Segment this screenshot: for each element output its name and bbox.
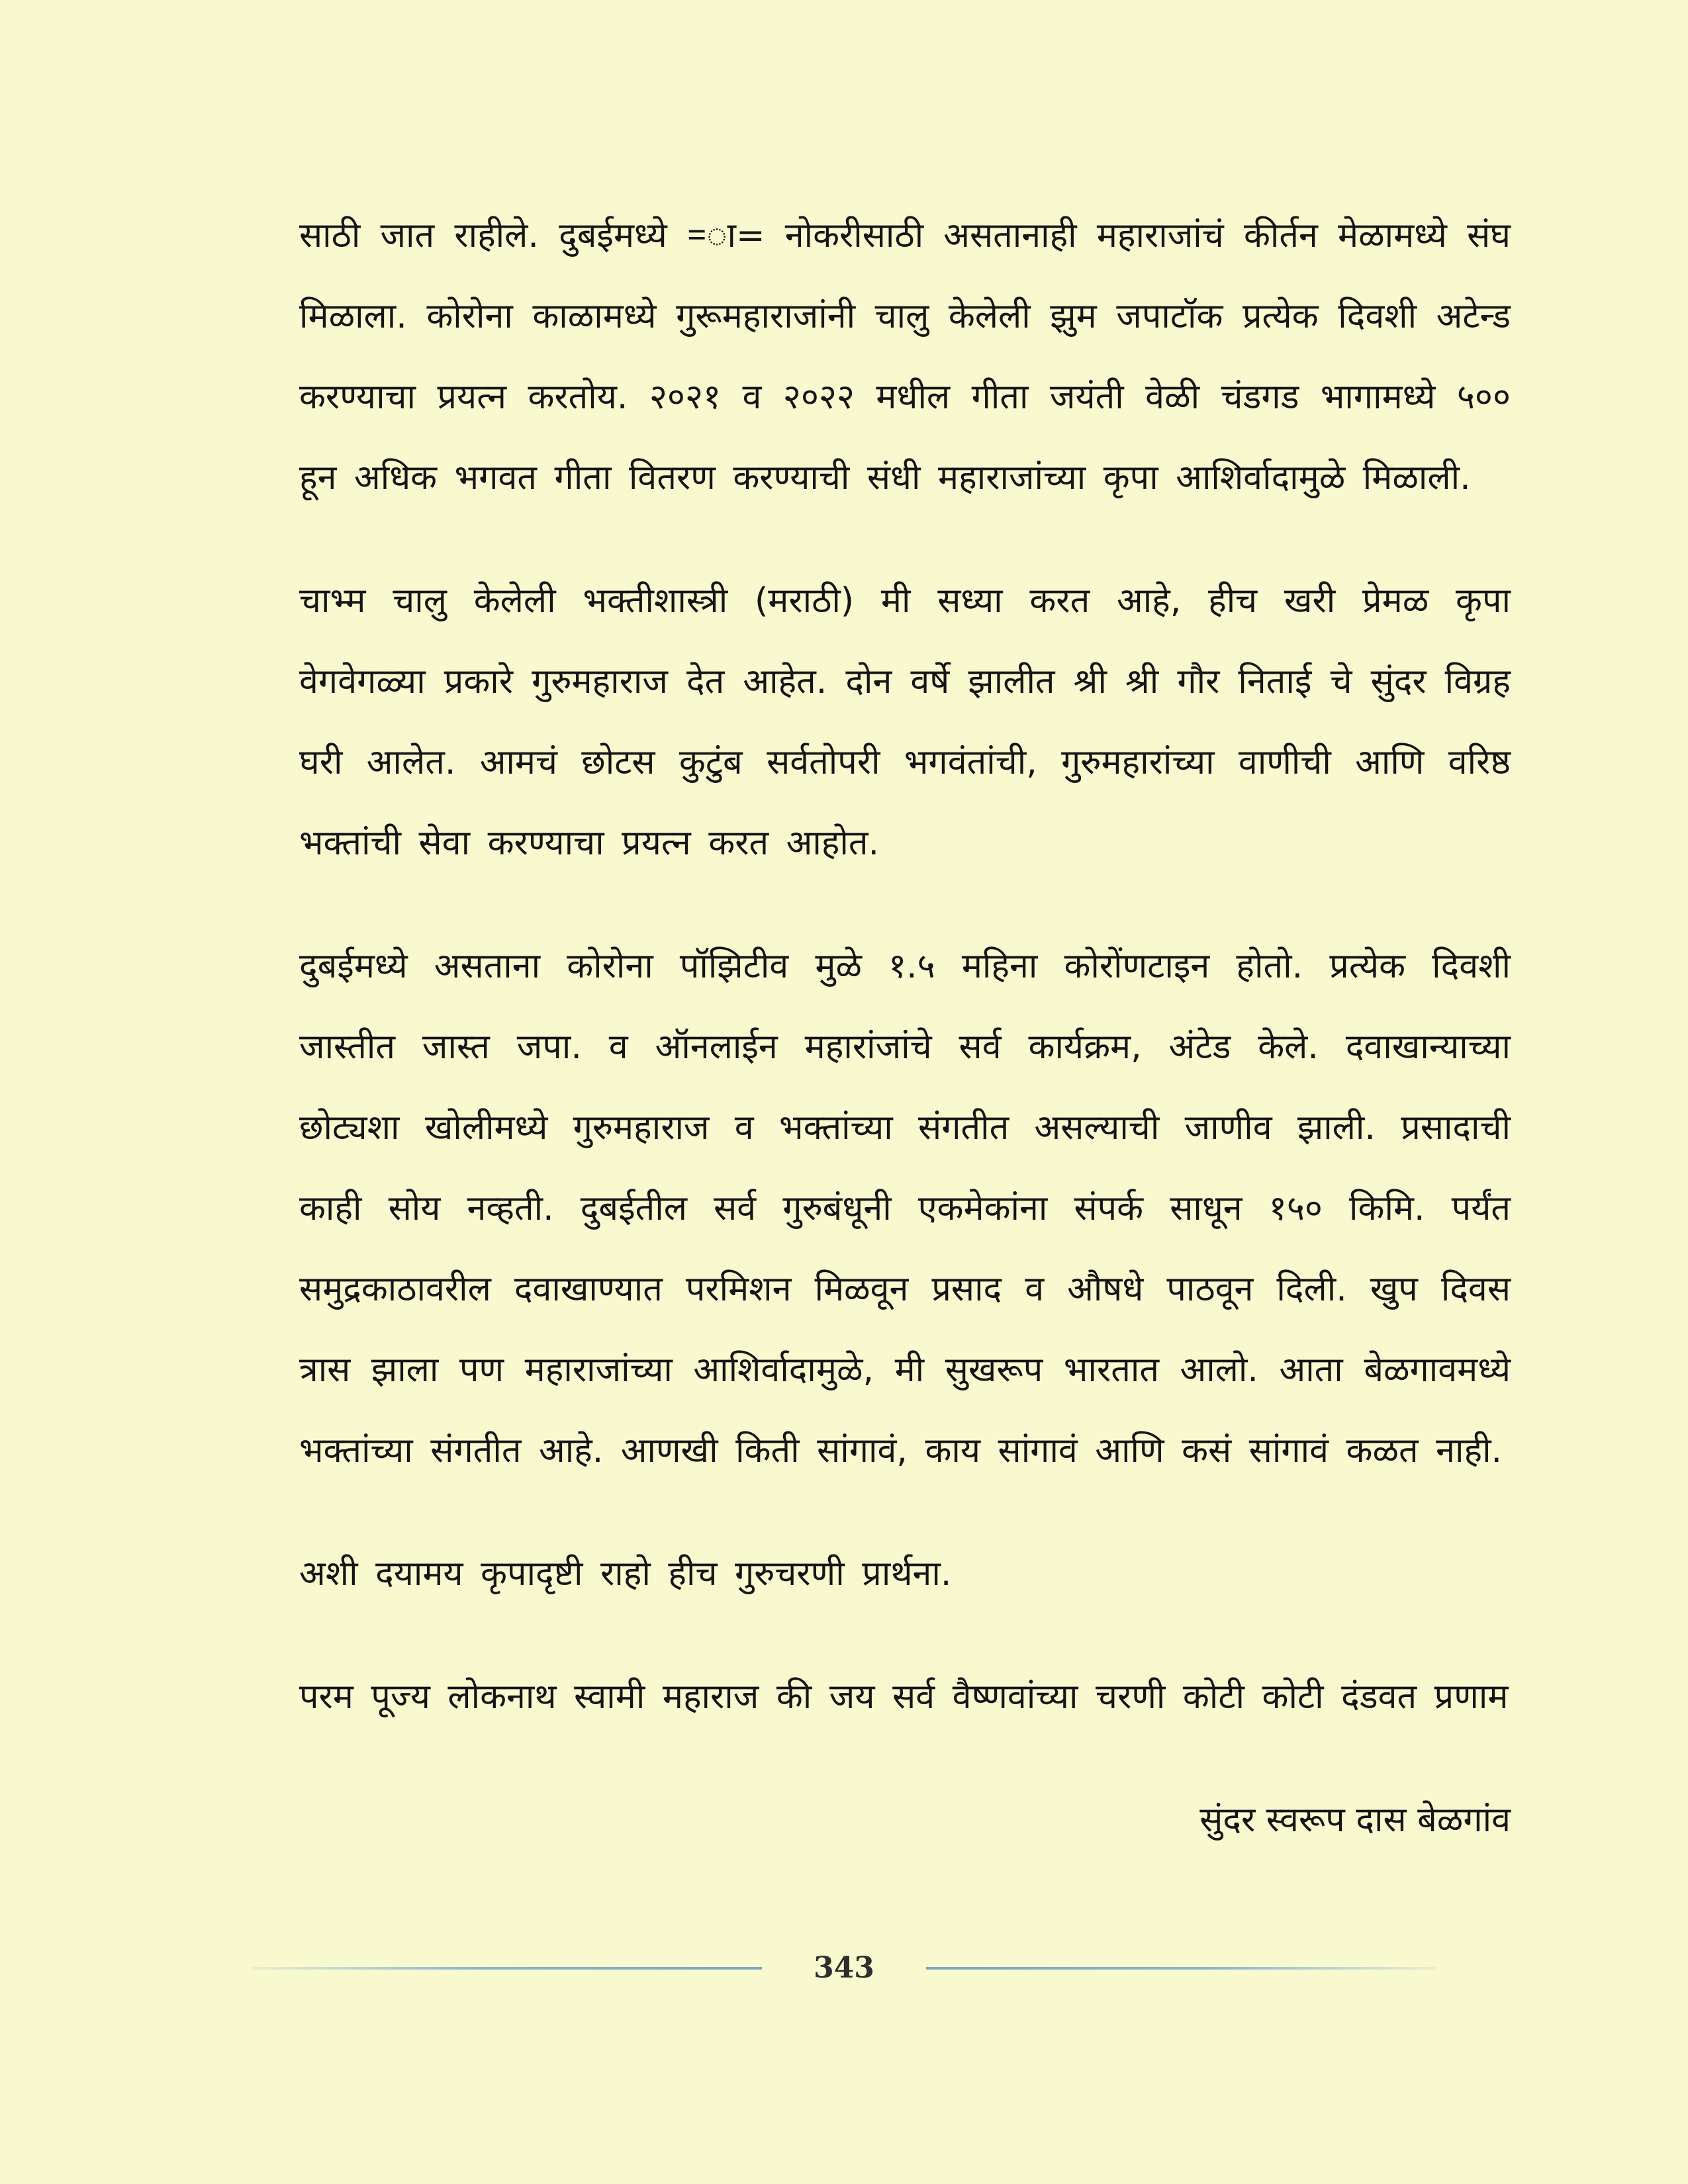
signature: सुंदर स्वरूप दास बेळगांव: [1199, 1800, 1511, 1840]
paragraph: चाभ्म चालु केलेली भक्तीशास्त्री (मराठी) मी सध्या करत आहे, हीच खरी प्रेमळ कृपा वेगवेगळ्या प्रकारे गुरुमहाराज देत आहेत. दोन वर्षे झालीत श्री श्री गौर निताई चे सुंदर विग्रह घरी आलेत. आमचं छोटस कुटुंब सर्वतोपरी भगवंतांची, गुरुमहारांच्या वाणीची आणि वरिष्ठ भक्तांची सेवा करण्याचा प्रयत्न करत आहोत.: [299, 581, 1511, 863]
paragraph: अशी दयामय कृपादृष्टी राहो हीच गुरुचरणी प्रार्थना.: [299, 1554, 952, 1594]
paragraph: दुबईमध्ये असताना कोरोना पॉझिटीव मुळे १.५ महिना कोरोंणटाइन होतो. प्रत्येक दिवशी जास्तीत जास्त जपा. व ऑनलाईन महारांजांचे सर्व कार्यक्रम, अंटेड केले. दवाखान्याच्या छोट्यशा खोलीमध्ये गुरुमहाराज व भक्तांच्या संगतीत असल्याची जाणीव झाली. प्रसादाची काही सोय नव्हती. दुबईतील सर्व गुरुबंधूनी एकमेकांना संपर्क साधून १५० किमि. पर्यंत समुद्रकाठावरील दवाखाण्यात परमिशन मिळवून प्रसाद व औषधे पाठवून दिली. खुप दिवस त्रास झाला पण महाराजांच्या आशिर्वादामुळे, मी सुखरूप भारतात आलो. आता बेळगावमध्ये भक्तांच्या संगतीत आहे. आणखी किती सांगावं, काय सांगावं आणि कसं सांगावं कळत नाही.: [299, 946, 1511, 1471]
page-number: 343: [814, 1951, 874, 1985]
paragraph: परम पूज्य लोकनाथ स्वामी महाराज की जय सर्व वैष्णवांच्या चरणी कोटी कोटी दंडवत प्रणाम: [299, 1677, 1509, 1717]
letter-body: [299, 195, 1511, 1860]
page-footer: [0, 1951, 1688, 1985]
footer-rule-left: [252, 1967, 762, 1970]
paragraph: साठी जात राहीले. दुबईमध्ये =ा= नोकरीसाठी असतानाही महाराजांचं कीर्तन मेळामध्ये संघ मिळाला. कोरोना काळामध्ये गुरूमहाराजांनी चालु केलेली झुम जपाटॉक प्रत्येक दिवशी अटेन्ड करण्याचा प्रयत्न करतोय. २०२१ व २०२२ मधील गीता जयंती वेळी चंडगड भागामध्ये ५०० हून अधिक भगवत गीता वितरण करण्याची संधी महाराजांच्या कृपा आशिर्वादामुळे मिळाली.: [299, 216, 1511, 498]
footer-rule-right: [926, 1967, 1436, 1970]
